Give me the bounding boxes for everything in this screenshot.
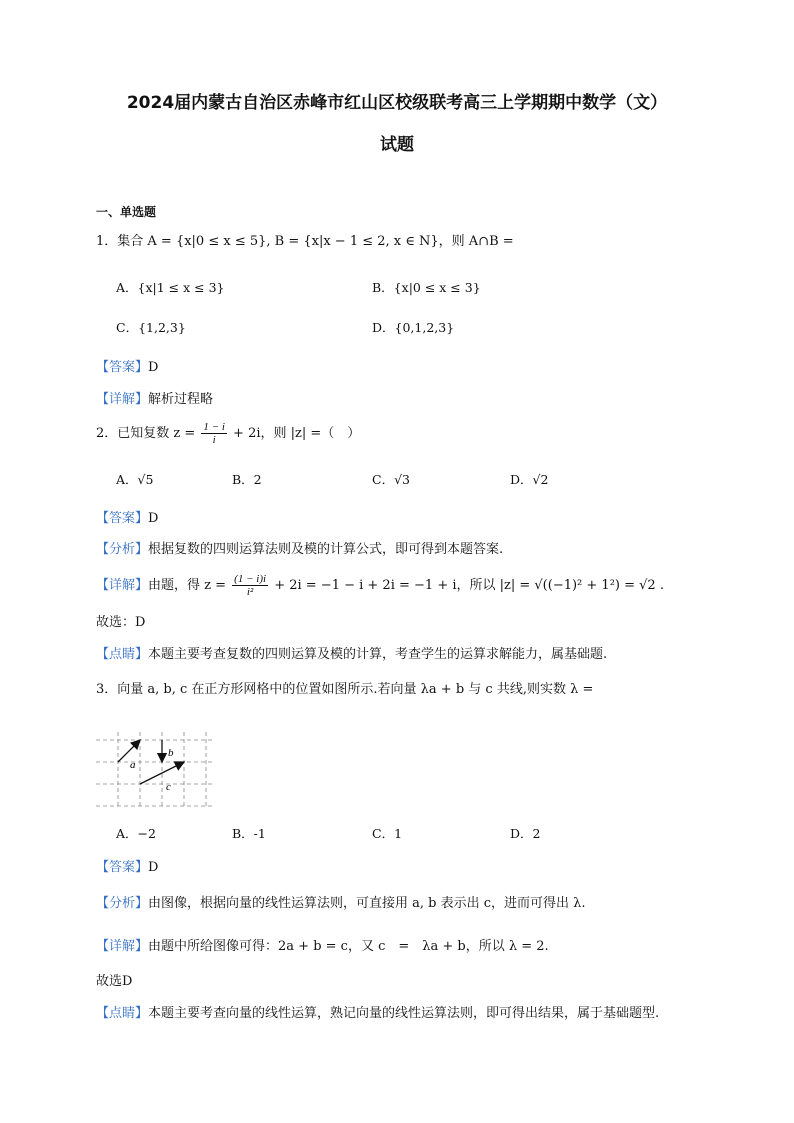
q2-detail-fraction — [232, 573, 268, 598]
q2-detail-fraction-numerator: (1 − i)i — [234, 573, 267, 585]
analysis-tag: 【分析】 — [96, 896, 149, 911]
q1-answer: D — [148, 360, 159, 375]
vector-a-label: a — [130, 759, 136, 771]
q3-option-d: D．2 — [510, 826, 541, 841]
vector-c-label: c — [166, 781, 171, 793]
q2-option-d: D．√2 — [510, 472, 549, 487]
q2-answer: D — [148, 511, 159, 526]
vector-b-label: b — [168, 747, 174, 759]
q2-analysis-row — [96, 540, 503, 560]
q2-fraction — [201, 421, 226, 446]
q3-option-a: A．−2 — [116, 826, 156, 841]
q3-option-b: B．-1 — [232, 826, 266, 841]
q2-analysis: 根据复数的四则运算法则及模的计算公式，即可得到本题答案. — [148, 542, 504, 557]
q2-option-a: A．√5 — [116, 472, 154, 487]
q3-answer: D — [148, 860, 159, 875]
q2-fraction-numerator: 1 − i — [203, 421, 225, 433]
q3-detail-row — [96, 937, 549, 957]
q2-comment: 本题主要考查复数的四则运算及模的计算，考查学生的运算求解能力，属基础题. — [148, 647, 608, 662]
grid-lines — [96, 732, 212, 808]
q1-option-d: D．{0,1,2,3} — [372, 320, 455, 335]
detail-tag: 【详解】 — [96, 578, 149, 593]
analysis-tag: 【分析】 — [96, 542, 149, 557]
section-heading: 一、单选题 — [96, 205, 157, 219]
q3-detail: 由题中所给图像可得：2a + b = c，又 c = λa + b，所以 λ = 2. — [148, 939, 549, 954]
q3-comment-row — [96, 1004, 659, 1024]
q3-analysis: 由图像，根据向量的线性运算法则，可直接用 a, b 表示出 c，进而可得出 λ. — [148, 896, 586, 911]
comment-tag: 【点睛】 — [96, 1006, 149, 1021]
q2-detail-row — [96, 572, 664, 600]
q2-stem-prefix: 2．已知复数 z = — [96, 426, 196, 441]
q3-analysis-row — [96, 894, 586, 914]
q2-stem-suffix: + 2i，则 |z| =（ ） — [233, 426, 361, 441]
q2-stem — [96, 420, 360, 448]
detail-tag: 【详解】 — [96, 939, 149, 954]
q2-detail-suffix: + 2i = −1 − i + 2i = −1 + i，所以 |z| = √((−1)² + 1²) = √2 . — [274, 578, 664, 593]
q1-option-c: C．{1,2,3} — [116, 320, 186, 335]
document-title-line2: 试题 — [380, 135, 414, 155]
vector-c-arrow — [140, 762, 184, 784]
document-title-line1: 2024届内蒙古自治区赤峰市红山区校级联考高三上学期期中数学（文） — [126, 93, 668, 113]
q3-answer-row — [96, 858, 158, 878]
q1-option-a: A．{x|1 ≤ x ≤ 3} — [116, 280, 225, 295]
q2-option-b: B．2 — [232, 472, 262, 487]
q3-stem: 3．向量 a, b, c 在正方形网格中的位置如图所示.若向量 λa + b 与 c 共线,则实数 λ = — [96, 682, 594, 697]
q1-answer-row — [96, 358, 158, 378]
answer-tag: 【答案】 — [96, 860, 149, 875]
q2-answer-row — [96, 509, 158, 529]
q2-option-c: C．√3 — [372, 472, 410, 487]
q2-comment-row — [96, 645, 607, 665]
q1-option-b: B．{x|0 ≤ x ≤ 3} — [372, 280, 481, 295]
q2-detail-fraction-denominator: i² — [246, 586, 254, 598]
q1-detail-row — [96, 390, 213, 410]
q2-conclusion: 故选：D — [96, 615, 146, 630]
detail-tag: 【详解】 — [96, 392, 149, 407]
answer-tag: 【答案】 — [96, 511, 149, 526]
q3-conclusion: 故选D — [96, 974, 133, 989]
q3-comment: 本题主要考查向量的线性运算，熟记向量的线性运算法则，即可得出结果，属于基础题型. — [148, 1006, 660, 1021]
answer-tag: 【答案】 — [96, 360, 149, 375]
q2-detail-prefix: 由题，得 z = — [148, 578, 227, 593]
vector-grid-figure — [96, 732, 212, 812]
comment-tag: 【点睛】 — [96, 647, 149, 662]
q2-fraction-denominator: i — [212, 434, 216, 446]
q3-option-c: C．1 — [372, 826, 403, 841]
vector-grid-svg — [96, 732, 212, 808]
q1-detail: 解析过程略 — [148, 392, 214, 407]
vector-a-arrow — [118, 740, 140, 762]
q1-stem: 1．集合 A = {x|0 ≤ x ≤ 5}, B = {x|x − 1 ≤ 2, x ∈ N}，则 A∩B = — [96, 234, 514, 249]
